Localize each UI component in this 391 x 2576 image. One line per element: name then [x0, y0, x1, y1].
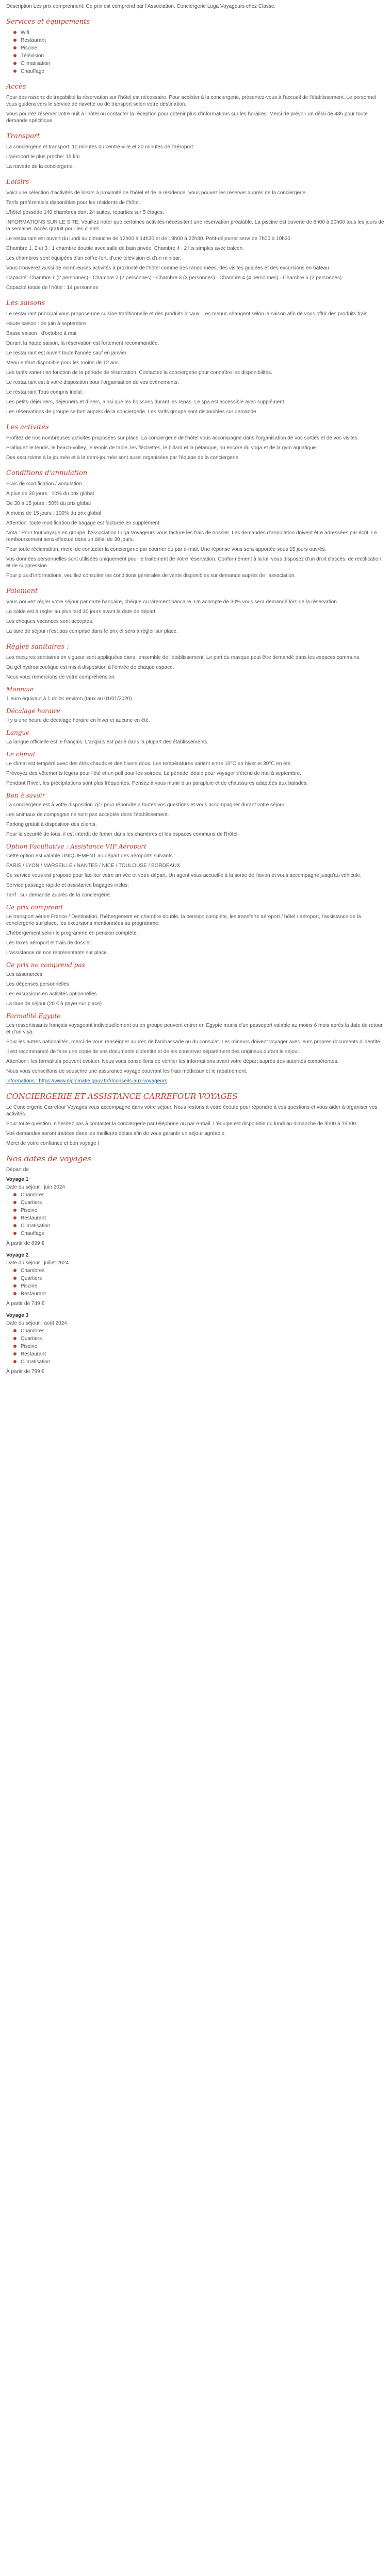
bullet-icon — [13, 31, 17, 34]
sessions-p6: Menu enfant disponible pour les moins de 12 ans. — [6, 360, 120, 366]
trip-dates: Date du séjour : août 2024 — [6, 1320, 67, 1326]
trip-service: Chambres — [13, 1192, 385, 1198]
trip-item — [6, 1252, 385, 1307]
rules-p2: Du gel hydroalcoolique est mis à disposition à l'entrée de chaque espace. — [6, 665, 174, 670]
prix-comprend-p2: L'hébergement selon le programme en pension complète. — [6, 930, 138, 936]
bullet-icon — [13, 1284, 17, 1287]
activities-p3: Des excursions à la journée et à la demi-journée sont aussi organisées par l'équipe de la conciergerie. — [6, 455, 240, 461]
conditions-p8: Vos données personnelles sont utilisées uniquement pour le traitement de votre réservation. Conformément à la loi, vous disposez d'un droit d'accès, de rectification et de suppression. — [6, 556, 382, 569]
trip-dates: Date du séjour : juillet 2024 — [6, 1260, 69, 1266]
transport-title: Transport — [6, 132, 40, 140]
formalite-title: Formalité Egypte — [6, 1012, 61, 1020]
leisure-p6: Chambre 1, 2 et 3 : 1 chambre double avec salle de bain privée. Chambre 4 : 2 lits simples avec balcon. — [6, 246, 244, 251]
trip-price: À partir de 749 € — [6, 1301, 44, 1307]
conditions-p4: A moins de 15 jours : 100% du prix global — [6, 511, 101, 516]
trip-service: Chambres — [13, 1328, 385, 1334]
option-p3: Ce service vous est proposé pour faciliter votre arrivée et votre départ. Un agent vous accueille à la sortie de l'avion et vous accompagne jusqu'au véhicule. — [6, 873, 362, 878]
sessions-p1: Le restaurant principal vous propose une cuisine traditionnelle et des produits locaux. Les menus changent selon la saison afin de vous offrir des produits frais. — [6, 311, 369, 317]
concierge-p4: Merci de votre confiance et bon voyage ! — [6, 1141, 100, 1146]
prix-comprend-p4: L'assistance de nos représentants sur place. — [6, 950, 108, 956]
option-p2: PARIS / LYON / MARSEILLE / NANTES / NICE / TOULOUSE / BORDEAUX — [6, 863, 181, 869]
access-title: Accès — [6, 83, 26, 91]
leisure-p5: Le restaurant est ouvert du lundi au dimanche de 12h00 à 14h30 et de 19h00 à 22h30. Petit-déjeuner servi de 7h00 à 10h30. — [6, 236, 292, 242]
bullet-icon — [13, 62, 17, 65]
leisure-p9: Capacité: Chambre 1 (2 personnes) - Chambre 2 (2 personnes) - Chambre 3 (3 personnes) - Chambre 4 (4 personnes) - Chambre 5 (2 personnes) — [6, 275, 342, 281]
trip-service: Climatisation — [13, 1223, 385, 1229]
bullet-icon — [13, 1345, 17, 1348]
concierge-p3: Vos demandes seront traitées dans les meilleurs délais afin de vous garantir un séjour agréable. — [6, 1131, 226, 1137]
concierge-p2: Pour toute question, n'hésitez pas à contacter la conciergerie par téléphone ou par e-mail. L'équipe est disponible du lundi au dimanche de 9h00 à 19h00. — [6, 1121, 357, 1127]
bullet-icon — [13, 54, 17, 57]
bienavoir-p2: Les animaux de compagnie ne sont pas acceptés dans l'établissement. — [6, 812, 169, 818]
formalite-p2: Pour les autres nationalités, merci de vous renseigner auprès de l'ambassade ou du consulat. Les mineurs doivent voyager avec leurs propres documents d'identité. — [6, 1039, 382, 1045]
trip-service: Piscine — [13, 1207, 385, 1214]
conditions-p3: De 30 à 15 jours : 50% du prix global — [6, 501, 91, 506]
trip-dates: Date du séjour : juin 2024 — [6, 1184, 65, 1190]
bienavoir-p1: La conciergerie est à votre disposition 7j/7 pour répondre à toutes vos questions et vous accompagner durant votre séjour. — [6, 802, 286, 808]
trip-service: Quartiers — [13, 1335, 385, 1342]
trips-title: Nos dates de voyages — [6, 1154, 91, 1163]
formalite-link[interactable]: Informations : https://www.diplomatie.gouv.fr/fr/conseils-aux-voyageurs — [6, 1078, 168, 1084]
climat-p2: Prévoyez des vêtements légers pour l'été et un pull pour les soirées. La période idéale pour voyager s'étend de mai à septembre. — [6, 771, 301, 776]
sessions-title: Les saisons — [6, 299, 45, 307]
concierge-title: CONCIERGERIE ET ASSISTANCE CARREFOUR VOYAGES — [6, 1092, 238, 1101]
formalite-p4: Attention : les formalités peuvent évoluer. Nous vous conseillons de vérifier les informations avant votre départ auprès des autorités compétentes. — [6, 1059, 339, 1064]
sessions-p3: Basse saison : d'octobre à mai — [6, 331, 76, 336]
sessions-p2: Haute saison : de juin à septembre — [6, 321, 86, 327]
service-item: Télévision — [13, 53, 385, 59]
payment-p1: Vous pouvez régler votre séjour par carte bancaire, chèque ou virement bancaire. Un acompte de 30% vous sera demandé lors de la réservation. — [6, 599, 338, 605]
bullet-icon — [13, 1232, 17, 1235]
payment-p4: La taxe de séjour n'est pas comprise dans le prix et sera à régler sur place. — [6, 629, 178, 634]
leisure-p3: L'hôtel possède 140 chambres dont 24 suites, réparties sur 5 étages. — [6, 210, 164, 215]
leisure-title: Loisirs — [6, 178, 29, 186]
prix-comprend-p3: Les taxes aéroport et frais de dossier. — [6, 940, 92, 946]
trip-name: Voyage 2 — [6, 1252, 29, 1258]
prix-comprend-title: Ce prix comprend — [6, 904, 63, 911]
sessions-p9: Le restaurant Tous compris inclut : — [6, 389, 85, 395]
payment-p3: Les chèques vacances sont acceptés. — [6, 619, 93, 624]
option-title: Option Facultative : Assistance VIP Aéroport — [6, 843, 146, 850]
monnaie-title: Monnaie — [6, 686, 34, 693]
bullet-icon — [13, 1201, 17, 1204]
sessions-p5: Le restaurant est ouvert toute l'année sauf en janvier. — [6, 350, 128, 356]
bienavoir-p4: Pour la sécurité de tous, il est interdit de fumer dans les chambres et les espaces communs de l'hôtel. — [6, 832, 239, 837]
trip-name: Voyage 3 — [6, 1313, 29, 1318]
trip-service: Chauffage — [13, 1230, 385, 1237]
bienavoir-p3: Parking gratuit à disposition des clients. — [6, 822, 97, 827]
climat-p3: Pendant l'hiver, les précipitations sont plus fréquentes. Pensez à vous munir d'un parapluie et de chaussures adaptées aux balades. — [6, 781, 308, 786]
bullet-icon — [13, 1337, 17, 1340]
concierge-p1: Le Conciergerie Carrefour Voyages vous accompagne dans votre séjour. Nous restons à votre écoute pour répondre à vos questions et vous aider à organiser vos activités. — [6, 1105, 378, 1117]
trip-service: Restaurant — [13, 1291, 385, 1297]
leisure-p1: Voici une sélection d'activités de loisirs à proximité de l'hôtel et de la résidence. Vous pouvez les réserver auprès de la conciergerie. — [6, 190, 307, 196]
conditions-p1: Frais de modification / annulation : — [6, 481, 85, 487]
trip-service: Piscine — [13, 1283, 385, 1290]
decalage-p1: Il y a une heure de décalage horaire en hiver et aucune en été. — [6, 718, 150, 723]
rules-title: Règles sanitaires : — [6, 643, 69, 651]
prix-ne-comprend-p1: Les assurances — [6, 972, 43, 977]
rules-p3: Nous vous remercions de votre compréhension. — [6, 674, 116, 680]
trip-price: À partir de 799 € — [6, 1369, 44, 1375]
conditions-p9: Pour plus d'informations, veuillez consulter les conditions générales de vente disponibles sur demande auprès de l'association. — [6, 573, 296, 579]
services-title: Services et équipements — [6, 18, 90, 26]
bullet-icon — [13, 46, 17, 49]
climat-p1: Le climat est tempéré avec des étés chauds et des hivers doux. Les températures varient entre 10°C en hiver et 30°C en été. — [6, 761, 292, 767]
conditions-p6: Nota : Pour tout voyage en groupe, l'Association Luga Voyageurs vous facture les frais de dossier. Les demandes d'annulation doivent être adressées par écrit. Le remboursement sera effectué dans un délai de 30 jours. — [6, 530, 377, 543]
trip-service: Restaurant — [13, 1215, 385, 1222]
bullet-icon — [13, 1329, 17, 1332]
prix-ne-comprend-title: Ce prix ne comprend pas — [6, 961, 85, 969]
rules-p1: Les mesures sanitaires en vigueur sont appliquées dans l'ensemble de l'établissement. Le port du masque peut être demandé dans les espaces communs. — [6, 655, 361, 660]
trips-subtitle: Départ de — [6, 1167, 29, 1173]
activities-p1: Profitez de nos nombreuses activités proposées sur place. La conciergerie de l'hôtel vous accompagne dans l'organisation de vos sorties et de vos visites. — [6, 435, 359, 441]
trip-services — [6, 1328, 385, 1365]
trip-service: Quartiers — [13, 1199, 385, 1206]
option-p4: Service passage rapide et assistance bagages inclus. — [6, 883, 129, 888]
bullet-icon — [13, 1193, 17, 1196]
climat-title: Le climat — [6, 751, 36, 758]
service-item: Restaurant — [13, 37, 385, 44]
bullet-icon — [13, 70, 17, 73]
trip-name: Voyage 1 — [6, 1177, 29, 1182]
trip-item — [6, 1312, 385, 1375]
sessions-p8: Le restaurant est à votre disposition pour l'organisation de vos événements. — [6, 380, 179, 385]
prix-comprend-p1: Le transport aérien France / Destination, l'hébergement en chambre double, la pension complète, les transferts aéroport / hôtel / aéroport, l'assistance de la conciergerie sur place, les excursions mentionnées au programme. — [6, 914, 361, 926]
activities-p2: Pratiquez le tennis, le beach-volley, le tennis de table, les fléchettes, le billard et la pétanque, ou encore du yoga et de la gym aquatique. — [6, 445, 317, 451]
conditions-p5: Attention: toute modification de bagage est facturée en supplément. — [6, 520, 161, 526]
service-item: Piscine — [13, 45, 385, 52]
trip-price: À partir de 699 € — [6, 1241, 44, 1246]
trip-services — [6, 1267, 385, 1297]
services-list — [6, 29, 385, 75]
formalite-p1: Les ressortissants français voyageant individuellement ou en groupe peuvent entrer en Egypte munis d'un passeport valable au moins 6 mois après la date de retour et d'un visa. — [6, 1023, 383, 1035]
conditions-p2: A plus de 30 jours : 10% du prix global — [6, 491, 94, 497]
formalite-p3: Il est recommandé de faire une copie de vos documents d'identité et de les conserver séparément des originaux durant le séjour. — [6, 1049, 301, 1055]
service-item: Climatisation — [13, 60, 385, 67]
service-item: Chauffage — [13, 68, 385, 75]
leisure-p7: Les chambres sont équipées d'un coffre-fort, d'une télévision et d'un minibar. — [6, 256, 182, 261]
bullet-icon — [13, 1224, 17, 1227]
trip-item — [6, 1176, 385, 1247]
monnaie-p1: 1 euro équivaut à 1 dollar environ (taux au 01/01/2020). — [6, 696, 134, 702]
transport-p3: La navette de la conciergerie. — [6, 164, 74, 170]
prix-ne-comprend-p4: La taxe de séjour (20 € à payer sur place) — [6, 1001, 102, 1007]
service-item: Wifi — [13, 29, 385, 36]
transport-p2: L'aéroport le plus proche: 15 km — [6, 154, 80, 160]
bullet-icon — [13, 1209, 17, 1212]
conditions-p7: Pour toute réclamation, merci de contacter la conciergerie par courrier ou par e-mail. Une réponse vous sera apportée sous 15 jours ouvrés. — [6, 547, 327, 552]
option-p1: Cette option est valable UNIQUEMENT au départ des aéroports suivants : — [6, 853, 176, 859]
trip-service: Quartiers — [13, 1275, 385, 1282]
sessions-p7: Les tarifs varient en fonction de la période de réservation. Contactez la conciergerie pour connaître les disponibilités. — [6, 370, 272, 376]
leisure-p4: INFORMATIONS SUR LE SITE: Veuillez noter que certaines activités nécessitent une réservation préalable. La piscine est ouverte de 8h00 à 20h00 tous les jours de la semaine. Accès gratuit pour les clients. — [6, 219, 384, 232]
bullet-icon — [13, 39, 17, 42]
trip-service: Piscine — [13, 1343, 385, 1350]
trip-service: Chambres — [13, 1267, 385, 1274]
bienavoir-title: Bon à savoir — [6, 792, 45, 799]
access-p2: Vous pourrez réserver votre nuit à l'hôtel ou contacter la réception pour obtenir plus d'informations sur les horaires. Merci de prévoir un délai de 48h pour toute demande spécifique. — [6, 111, 368, 124]
formalite-p5: Nous vous conseillons de souscrire une assurance voyage couvrant les frais médicaux et le rapatriement. — [6, 1069, 248, 1074]
sessions-p11: Les réservations de groupe se font auprès de la conciergerie. Les tarifs groupe sont disponibles sur demande. — [6, 409, 258, 415]
conditions-title: Conditions d'annulation — [6, 469, 88, 477]
prix-ne-comprend-p2: Les dépenses personnelles — [6, 981, 69, 987]
option-p5: Tarif : sur demande auprès de la conciergerie. — [6, 892, 111, 898]
payment-p2: Le solde est à régler au plus tard 30 jours avant la date de départ. — [6, 609, 157, 615]
leisure-p2: Tarifs préférentiels disponibles pour les résidents de l'hôtel. — [6, 200, 141, 206]
trip-service: Restaurant — [13, 1351, 385, 1358]
activities-title: Les activités — [6, 423, 49, 431]
transport-p1: La conciergerie et transport: 10 minutes du centre-ville et 20 minutes de l'aéroport — [6, 144, 193, 150]
access-p1: Pour des raisons de traçabilité la réservation sur l'hôtel est nécessaire. Pour accéder à la conciergerie, présentez-vous à l'accueil de l'établissement. Le personnel vous guidera vers le service de navette ou de transport selon votre destination. — [6, 95, 377, 107]
trip-service: Climatisation — [13, 1359, 385, 1365]
langue-title: Langue — [6, 729, 30, 736]
prix-ne-comprend-p3: Les excursions en activités optionnelles — [6, 991, 97, 997]
bullet-icon — [13, 1277, 17, 1280]
sessions-p4: Durant la haute saison, la réservation est fortement recommandée. — [6, 341, 159, 346]
bullet-icon — [13, 1292, 17, 1295]
langue-p1: La langue officielle est le français. L'anglais est parlé dans la plupart des établissements. — [6, 739, 209, 745]
bullet-icon — [13, 1216, 17, 1219]
payment-title: Paiement — [6, 587, 38, 595]
sessions-p10: Les petits-déjeuners, déjeuners et dîners, ainsi que les boissons durant les repas. Le spa est accessible avec supplément. — [6, 399, 286, 405]
trip-services — [6, 1192, 385, 1237]
bullet-icon — [13, 1360, 17, 1363]
decalage-title: Décalage horaire — [6, 707, 60, 715]
leisure-p8: Vous trouverez aussi de nombreuses activités à proximité de l'hôtel comme des randonnées, des visites guidées et des excursions en bateau. — [6, 265, 331, 271]
intro-text: Description Les prix comprennent: Ce prix est comprend par l'Association. Conciergerie Luga Voyageurs chez Classe. — [6, 4, 276, 9]
leisure-p10: Capacité totale de l'hôtel : 14 personnes — [6, 285, 99, 291]
bullet-icon — [13, 1352, 17, 1355]
bullet-icon — [13, 1269, 17, 1272]
